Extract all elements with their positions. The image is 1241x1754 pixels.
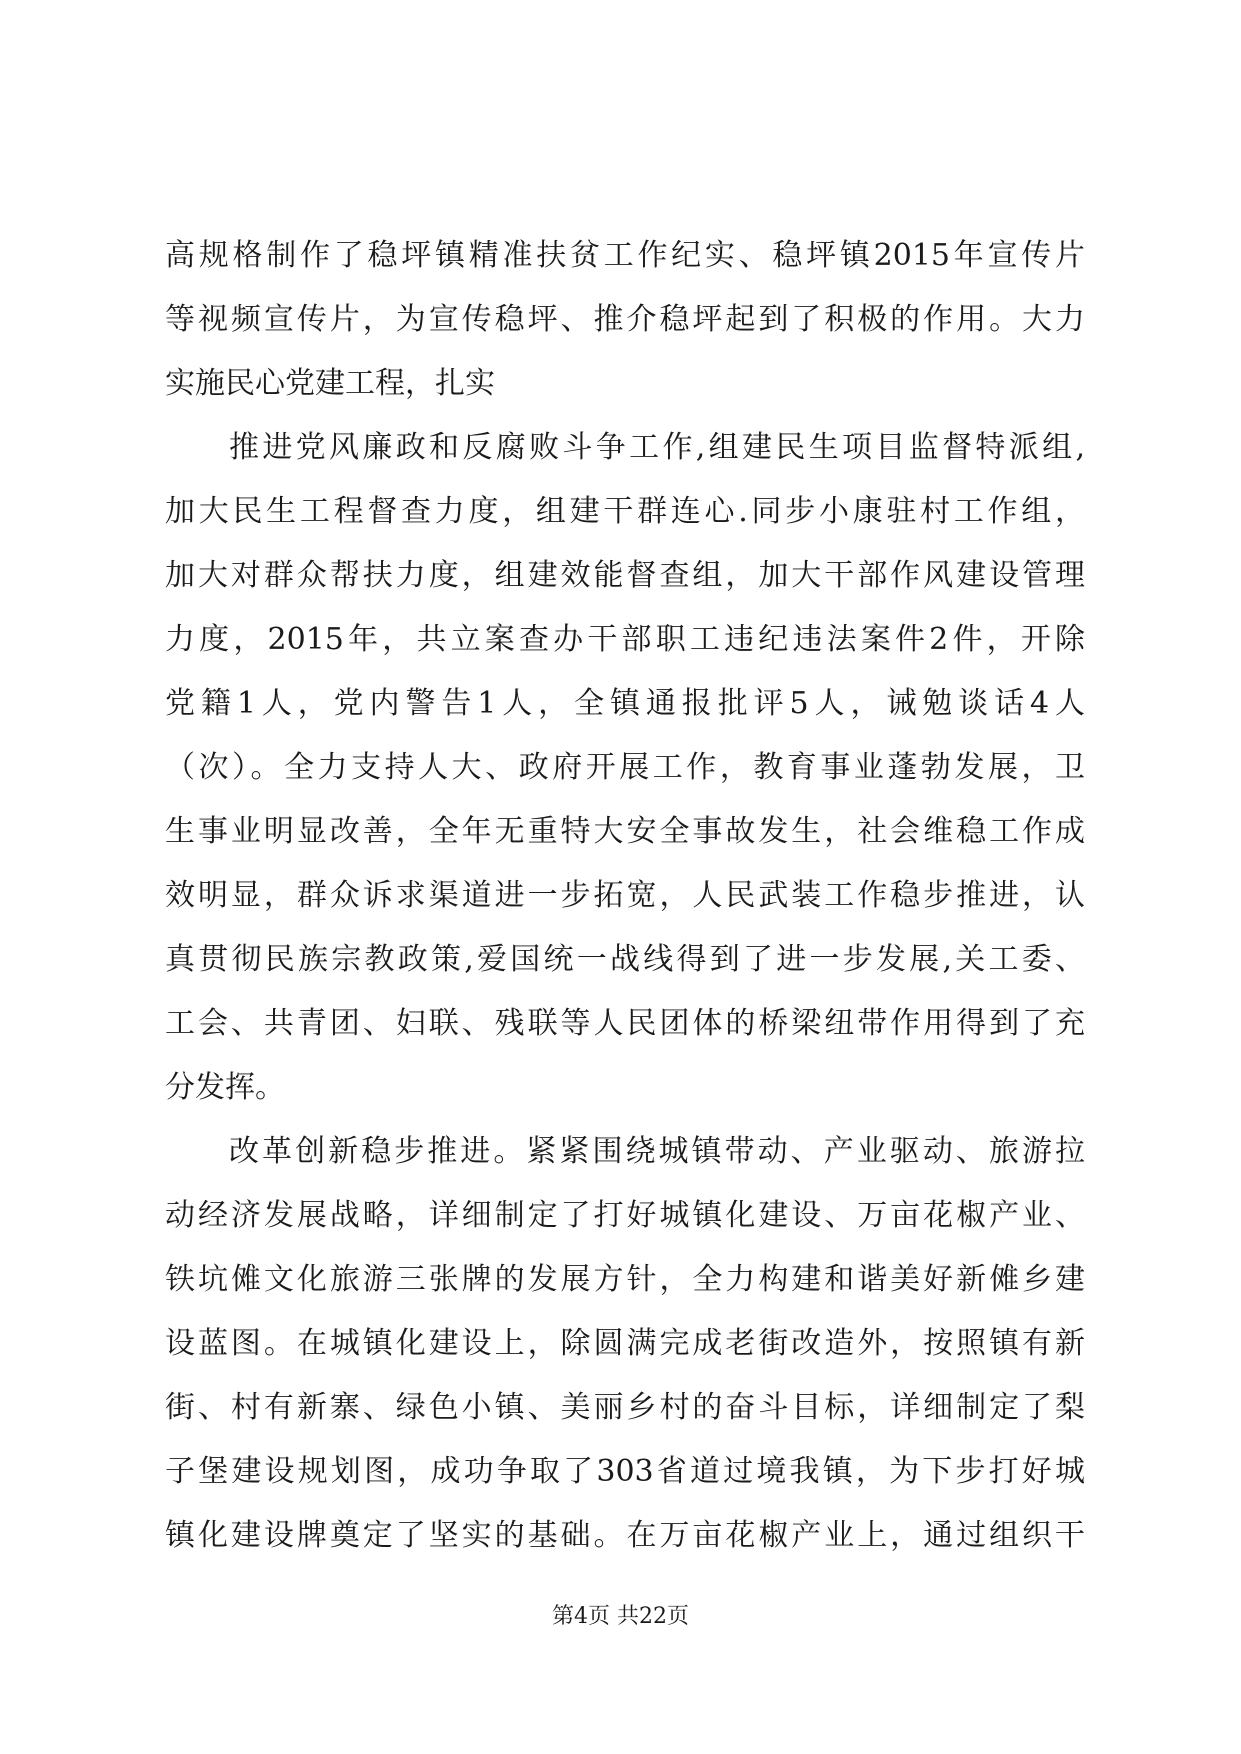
text-line: 改革创新稳步推进。紧紧围绕城镇带动、产业驱动、旅游拉	[229, 1134, 1085, 1169]
text-line: 设蓝图。在城镇化建设上，除圆满完成老街改造外，按照镇有新	[165, 1326, 1085, 1361]
text-line: （次）。全力支持人大、政府开展工作，教育事业蓬勃发展，卫	[165, 750, 1085, 785]
page-footer: 第4页 共22页	[552, 1604, 689, 1629]
text-line: 街、村有新寨、绿色小镇、美丽乡村的奋斗目标，详细制定了梨	[165, 1390, 1085, 1425]
text-line: 镇化建设牌奠定了坚实的基础。在万亩花椒产业上，通过组织干	[165, 1518, 1085, 1553]
text-line: 高规格制作了稳坪镇精准扶贫工作纪实、稳坪镇2015年宣传片	[165, 238, 1085, 273]
text-line: 生事业明显改善，全年无重特大安全事故发生，社会维稳工作成	[165, 814, 1085, 849]
text-line: 铁坑傩文化旅游三张牌的发展方针，全力构建和谐美好新傩乡建	[165, 1262, 1085, 1297]
text-line: 推进党风廉政和反腐败斗争工作,组建民生项目监督特派组,	[229, 430, 1085, 465]
text-line: 加大对群众帮扶力度，组建效能督查组，加大干部作风建设管理	[165, 558, 1085, 593]
text-line: 效明显，群众诉求渠道进一步拓宽，人民武装工作稳步推进，认	[165, 878, 1085, 913]
text-line: 动经济发展战略，详细制定了打好城镇化建设、万亩花椒产业、	[165, 1198, 1085, 1233]
text-line: 等视频宣传片，为宣传稳坪、推介稳坪起到了积极的作用。大力	[165, 302, 1085, 337]
text-line: 力度，2015年，共立案查办干部职工违纪违法案件2件，开除	[165, 622, 1085, 657]
text-line: 分发挥。	[165, 1070, 285, 1105]
text-line: 真贯彻民族宗教政策,爱国统一战线得到了进一步发展,关工委、	[165, 942, 1085, 977]
text-line: 实施民心党建工程，扎实	[165, 366, 495, 401]
text-line: 党籍1人，党内警告1人，全镇通报批评5人，诫勉谈话4人	[165, 686, 1085, 721]
text-line: 子堡建设规划图，成功争取了303省道过境我镇，为下步打好城	[165, 1454, 1085, 1489]
body-text	[165, 224, 1085, 1568]
text-line: 加大民生工程督查力度，组建干群连心.同步小康驻村工作组，	[165, 494, 1085, 529]
text-line: 工会、共青团、妇联、残联等人民团体的桥梁纽带作用得到了充	[165, 1006, 1085, 1041]
